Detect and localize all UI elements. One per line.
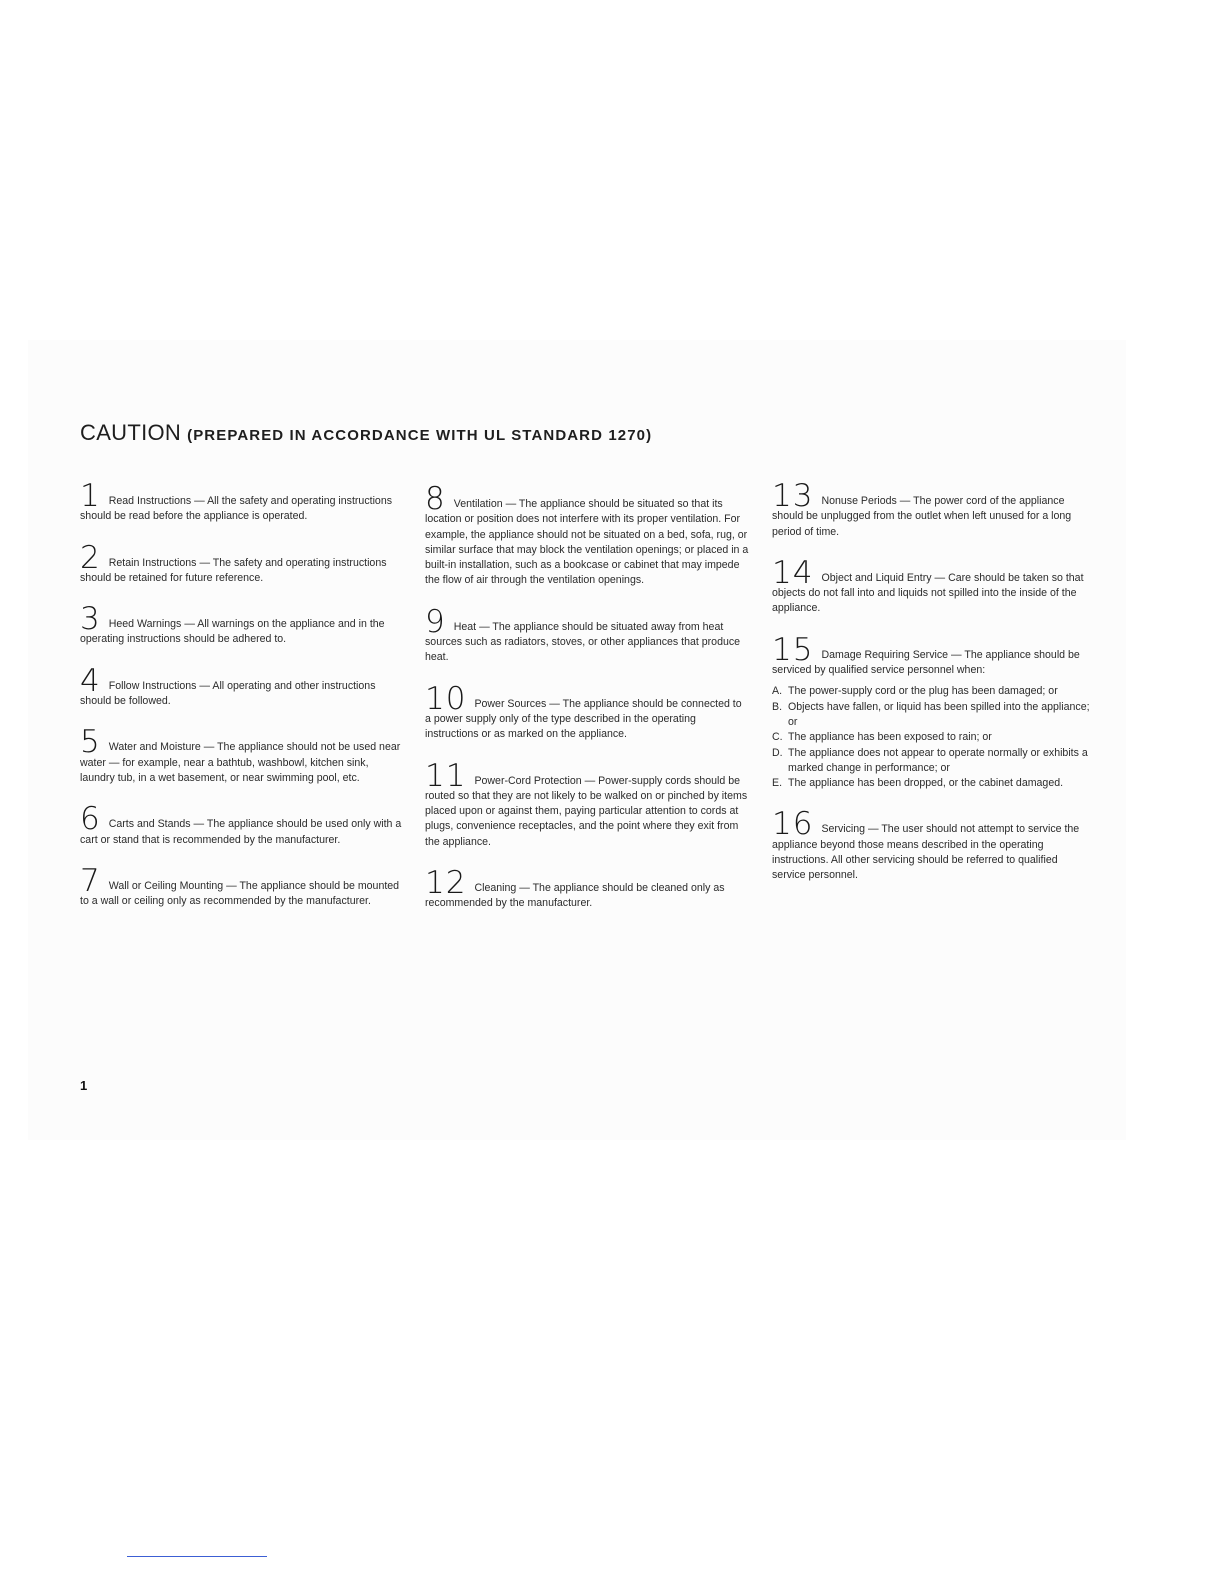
- caution-item: [80, 801, 405, 848]
- list-letter: E.: [772, 777, 783, 790]
- item-heading: Power Sources: [474, 697, 547, 710]
- list-letter: C.: [772, 731, 783, 744]
- caution-item: [772, 478, 1094, 540]
- item-text: — All the safety and operating instructions should be read before the appliance is operated.: [80, 495, 393, 523]
- caution-item: [425, 603, 750, 666]
- item-number: 7: [80, 862, 101, 899]
- item-heading: Nonuse Periods: [821, 495, 897, 507]
- item-heading: Follow Instructions: [108, 679, 197, 692]
- list-letter: B.: [772, 700, 783, 713]
- column-left: [80, 478, 405, 931]
- list-item-text: The appliance has been dropped, or the cabinet damaged.: [788, 777, 1064, 790]
- caution-item: [772, 806, 1094, 883]
- caution-item: [80, 478, 405, 525]
- item-heading: Carts and Stands: [108, 818, 191, 831]
- item-number: 15: [772, 631, 814, 668]
- item-text: — The user should not attempt to service the appliance beyond those means described in the operating instructions. All other servicing should be referred to qualified service personnel.: [772, 823, 1080, 882]
- caution-item: [772, 631, 1094, 792]
- item-text: — The safety and operating instructions should be retained for future reference.: [80, 556, 387, 584]
- item-number: 9: [425, 603, 446, 640]
- item-heading: Water and Moisture: [108, 741, 201, 754]
- caution-item: [80, 662, 405, 710]
- item-text: — The appliance should be situated away from heat sources such as radiators, stoves, or other appliances that produce heat.: [425, 620, 741, 664]
- item-heading: Cleaning: [474, 882, 517, 895]
- item-number: 5: [80, 724, 101, 761]
- item-heading: Object and Liquid Entry: [821, 571, 932, 584]
- caution-subtitle: (PREPARED IN ACCORDANCE WITH UL STANDARD 1270): [187, 427, 653, 444]
- item-text: — The appliance should be cleaned only as recommended by the manufacturer.: [425, 882, 725, 910]
- list-item-text: The appliance does not appear to operate normally or exhibits a marked change in performance; or: [788, 746, 1088, 774]
- item-text: — The appliance should be serviced by qualified service personnel when:: [772, 648, 1080, 677]
- item-heading: Heat: [453, 620, 477, 633]
- caution-item: [425, 757, 750, 850]
- item-text: — All warnings on the appliance and in the operating instructions should be adhered to.: [80, 618, 385, 646]
- item-heading: Power-Cord Protection: [474, 774, 582, 787]
- item-heading: Damage Requiring Service: [821, 648, 949, 661]
- item-number: 6: [80, 801, 101, 838]
- damage-conditions-list: [772, 684, 1094, 791]
- list-letter: A.: [772, 685, 783, 698]
- item-text: — The power cord of the appliance should be unplugged from the outlet when left unused for a long period of time.: [772, 495, 1072, 538]
- list-item: [772, 730, 1094, 745]
- item-heading: Read Instructions: [108, 495, 192, 507]
- item-number: 2: [80, 539, 101, 576]
- item-text: — The appliance should not be used near water — for example, near a bathtub, washbowl, kitchen sink, laundry tub, in a wet basement, or near swimming pool, etc.: [80, 741, 401, 784]
- item-heading: Retain Instructions: [108, 556, 197, 569]
- column-middle: [425, 481, 750, 934]
- list-item: [772, 776, 1094, 791]
- column-right: [772, 478, 1094, 906]
- item-number: 13: [772, 478, 814, 514]
- item-text: — Care should be taken so that objects do not fall into and liquids not spilled into the inside of the appliance.: [772, 571, 1084, 615]
- footer-link-underline[interactable]: [127, 1556, 267, 1557]
- item-text: — Power-supply cords should be routed so that they are not likely to be walked on or pinched by items placed upon or against them, paying particular attention to cords at plugs, convenience receptacles, and the point where they exit from the appliance.: [425, 774, 748, 848]
- item-text: — All operating and other instructions should be followed.: [80, 679, 376, 708]
- item-number: 4: [80, 662, 101, 699]
- list-item-text: The appliance has been exposed to rain; or: [788, 731, 992, 744]
- item-number: 11: [425, 757, 467, 794]
- item-heading: Wall or Ceiling Mounting: [108, 879, 224, 892]
- caution-item: [80, 601, 405, 648]
- list-item: [772, 700, 1094, 731]
- item-heading: Servicing: [821, 823, 866, 836]
- caution-item: [80, 539, 405, 587]
- list-item-text: Objects have fallen, or liquid has been spilled into the appliance; or: [788, 700, 1090, 728]
- item-text: — The appliance should be connected to a power supply only of the type described in the operating instructions or as marked on the appliance.: [425, 697, 742, 741]
- caution-item: [772, 554, 1094, 617]
- item-heading: Ventilation: [453, 498, 503, 510]
- item-heading: Heed Warnings: [108, 618, 182, 631]
- item-number: 14: [772, 554, 814, 591]
- list-item: [772, 746, 1094, 777]
- caution-item: [425, 865, 750, 912]
- caution-heading: CAUTION: [80, 420, 182, 445]
- caution-item: [425, 481, 750, 589]
- item-text: — The appliance should be used only with a cart or stand that is recommended by the manufacturer.: [80, 818, 402, 846]
- list-item: [772, 684, 1094, 699]
- page-number: 1: [80, 1078, 88, 1093]
- page-title: [80, 420, 652, 446]
- caution-item: [80, 724, 405, 786]
- item-number: 1: [80, 478, 101, 514]
- list-item-text: The power-supply cord or the plug has been damaged; or: [788, 685, 1058, 698]
- item-number: 12: [425, 865, 467, 902]
- caution-item: [425, 680, 750, 743]
- item-text: — The appliance should be mounted to a wall or ceiling only as recommended by the manufacturer.: [80, 879, 400, 908]
- item-number: 10: [425, 680, 467, 717]
- caution-item: [80, 862, 405, 910]
- item-number: 8: [425, 481, 446, 517]
- list-letter: D.: [772, 746, 783, 759]
- item-number: 3: [80, 601, 101, 638]
- item-number: 16: [772, 806, 814, 843]
- item-text: — The appliance should be situated so that its location or position does not interfere with its proper ventilation. For example, the appliance should not be situated on a bed, sofa, rug, or similar surface that may block the ventilation openings; or placed in a built-in installation, such as a bookcase or cabinet that may impede the flow of air through the ventilation openings.: [425, 498, 749, 587]
